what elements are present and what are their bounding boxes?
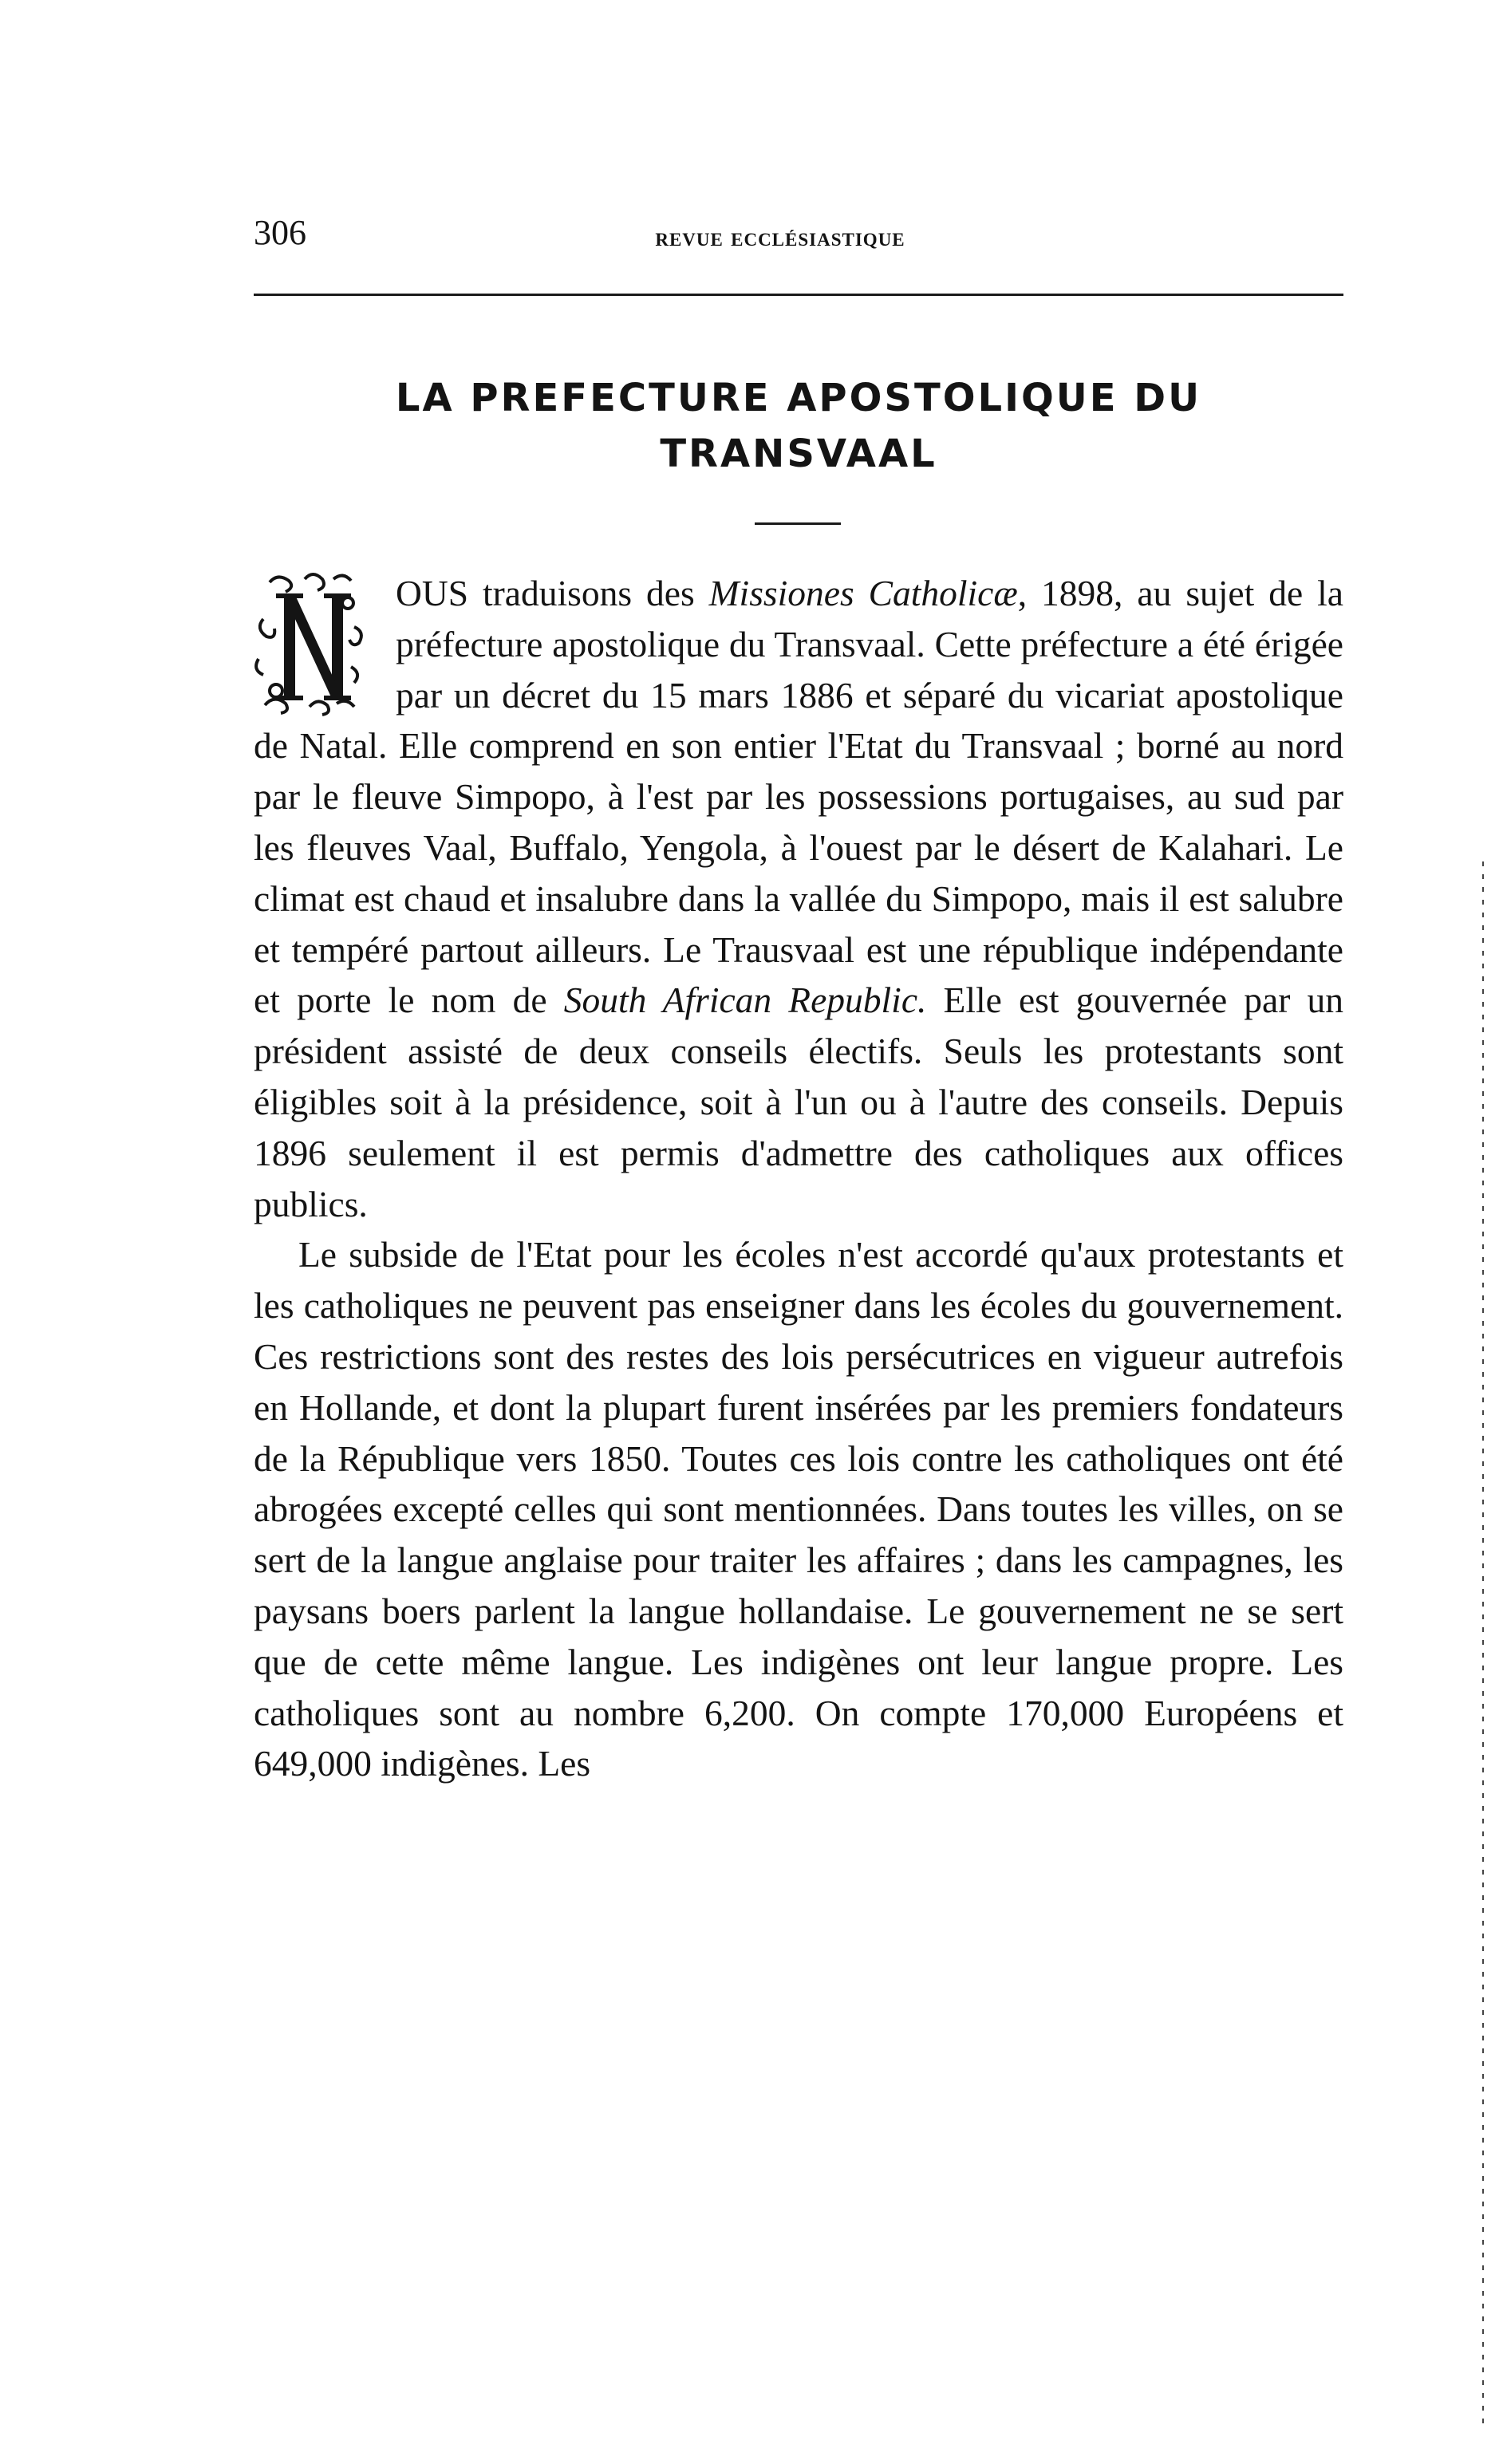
title-separator-rule: [755, 522, 841, 525]
article-body: [254, 568, 1343, 1789]
paragraph-1: [254, 568, 1343, 1229]
running-head: [254, 199, 1343, 252]
page-number: 306: [254, 213, 306, 252]
republic-name: South African Republic.: [563, 980, 927, 1021]
drop-cap-word-rest: OUS: [396, 573, 469, 613]
article-title-line-2: TRANSVAAL: [660, 432, 937, 476]
paragraph-1-text-a: traduisons des: [468, 573, 709, 613]
document-page: [254, 199, 1344, 1784]
journal-title: revue ecclésiastique: [655, 223, 905, 252]
paragraph-2: Le subside de l'Etat pour les écoles n'est accordé qu'aux protestants et les catholiques ne peuvent pas enseigner dans les écoles du gouvernement. Ces restrictions sont des restes des lois persécutrices en vigueur autrefois en Hollande, et dont la plupart furent insérées par les premiers fondateurs de la République vers 1850. Toutes ces lois contre les catholiques ont été abrogées excepté celles qui sont mentionnées. Dans toutes les villes, on se sert de la langue anglaise pour traiter les affaires ; dans les campagnes, les paysans boers parlent la langue hollandaise. Le gouvernement ne se sert que de cette même langue. Les indigènes ont leur langue propre. Les catholiques sont au nombre 6,200. On compte 170,000 Européens et 649,000 indigènes. Les: [254, 1234, 1343, 1784]
latin-journal-title: Missiones Catholicæ: [708, 573, 1018, 613]
paragraph-1-text-b: , 1898, au sujet de la préfecture apostolique du Transvaal. Cette préfecture a été érigée par un décret du 15 mars 1886 et séparé du vicariat apostolique de Natal. Elle comprend en son entier l'Etat du Transvaal ; borné au nord par le fleuve Simpopo, à l'est par les possessions portugaises, au sud par les fleuves Vaal, Buffalo, Yengola, à l'ouest par le désert de Kalahari. Le climat est chaud et insalubre dans la vallée du Simpopo, mais il est salubre et tempéré partout ailleurs. Le Trausvaal est une république indépendante et porte le nom de: [254, 573, 1343, 1021]
paragraph-1-text-c: Elle est gouvernée par un président assisté de deux conseils électifs. Seuls les protestants sont éligibles soit à la présidence, soit à l'un ou à l'autre des conseils. Depuis 1896 seulement il est permis d'admettre des catholiques aux offices publics.: [254, 980, 1344, 1224]
article-title: [254, 370, 1343, 482]
article-title-line-1: LA PREFECTURE APOSTOLIQUE DU: [395, 376, 1202, 420]
binding-edge-line: [1482, 861, 1484, 2425]
header-rule: [254, 294, 1343, 296]
ornamental-drop-cap-icon: [254, 571, 381, 718]
